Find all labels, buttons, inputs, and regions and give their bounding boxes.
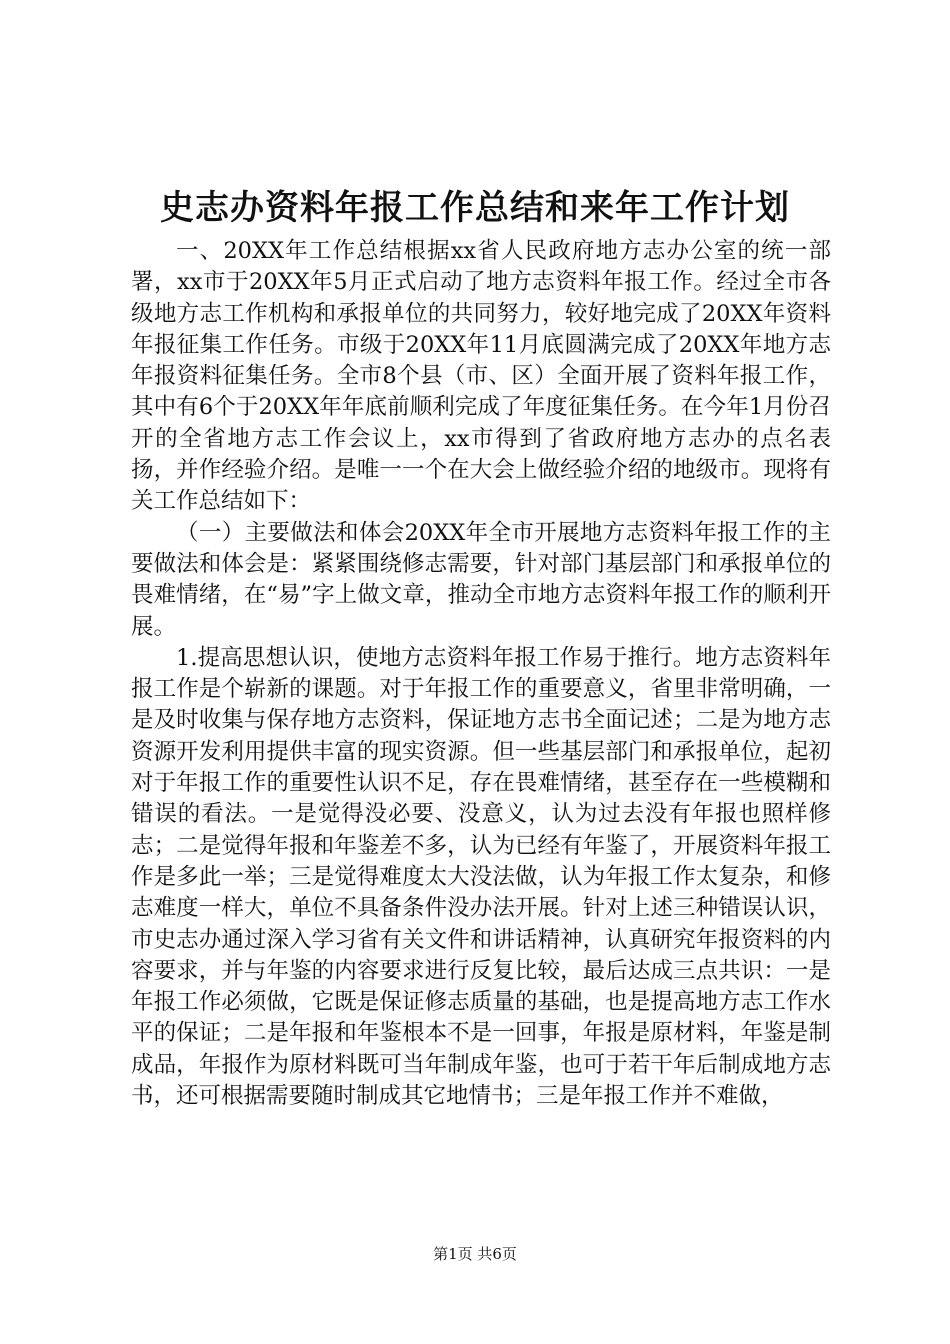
document-title: 史志办资料年报工作总结和来年工作计划: [160, 188, 790, 228]
paragraph-work-summary: 一、20XX年工作总结根据xx省人民政府地方志办公室的统一部署，xx市于20XX年5月正式启动了地方志资料年报工作。经过全市各级地方志工作机构和承报单位的共同努力，较好地完成了20XX年资料年报征集工作任务。市级于20XX年11月底圆满完成了20XX年地方志年报资料征集任务。全市8个县（市、区）全面开展了资料年报工作，其中有6个于20XX年年底前顺利完成了年度征集任务。在今年1月份召开的全省地方志工作会议上，xx市得到了省政府地方志办的点名表扬，并作经验介绍。是唯一一个在大会上做经验介绍的地级市。现将有关工作总结如下：: [131, 238, 831, 515]
document-body: [131, 236, 831, 1112]
paragraph-raise-awareness: 1.提高思想认识，使地方志资料年报工作易于推行。地方志资料年报工作是个崭新的课题。对于年报工作的重要意义，省里非常明确，一是及时收集与保存地方志资料，保证地方志书全面记述；二是为地方志资源开发利用提供丰富的现实资源。但一些基层部门和承报单位，起初对于年报工作的重要性认识不足，存在畏难情绪，甚至存在一些模糊和错误的看法。一是觉得没必要、没意义，认为过去没有年报也照样修志；二是觉得年报和年鉴差不多，认为已经有年鉴了，开展资料年报工作是多此一举；三是觉得难度太大没法做，认为年报工作太复杂，和修志难度一样大，单位不具备条件没办法开展。针对上述三种错误认识，市史志办通过深入学习省有关文件和讲话精神，认真研究年报资料的内容要求，并与年鉴的内容要求进行反复比较，最后达成三点共识：一是年报工作必须做，它既是保证修志质量的基础，也是提高地方志工作水平的保证；二是年报和年鉴根本不是一回事，年报是原材料，年鉴是制成品，年报作为原材料既可当年制成年鉴，也可于若干年后制成地方志书，还可根据需要随时制成其它地情书；三是年报工作并不难做，: [131, 644, 831, 1110]
paragraph-main-practices: （一）主要做法和体会20XX年全市开展地方志资料年报工作的主要做法和体会是：紧紧围绕修志需要，针对部门基层部门和承报单位的畏难情绪，在“易”字上做文章，推动全市地方志资料年报工作的顺利开展。: [131, 519, 831, 640]
page-number-footer: 第1页 共6页: [433, 1245, 517, 1263]
